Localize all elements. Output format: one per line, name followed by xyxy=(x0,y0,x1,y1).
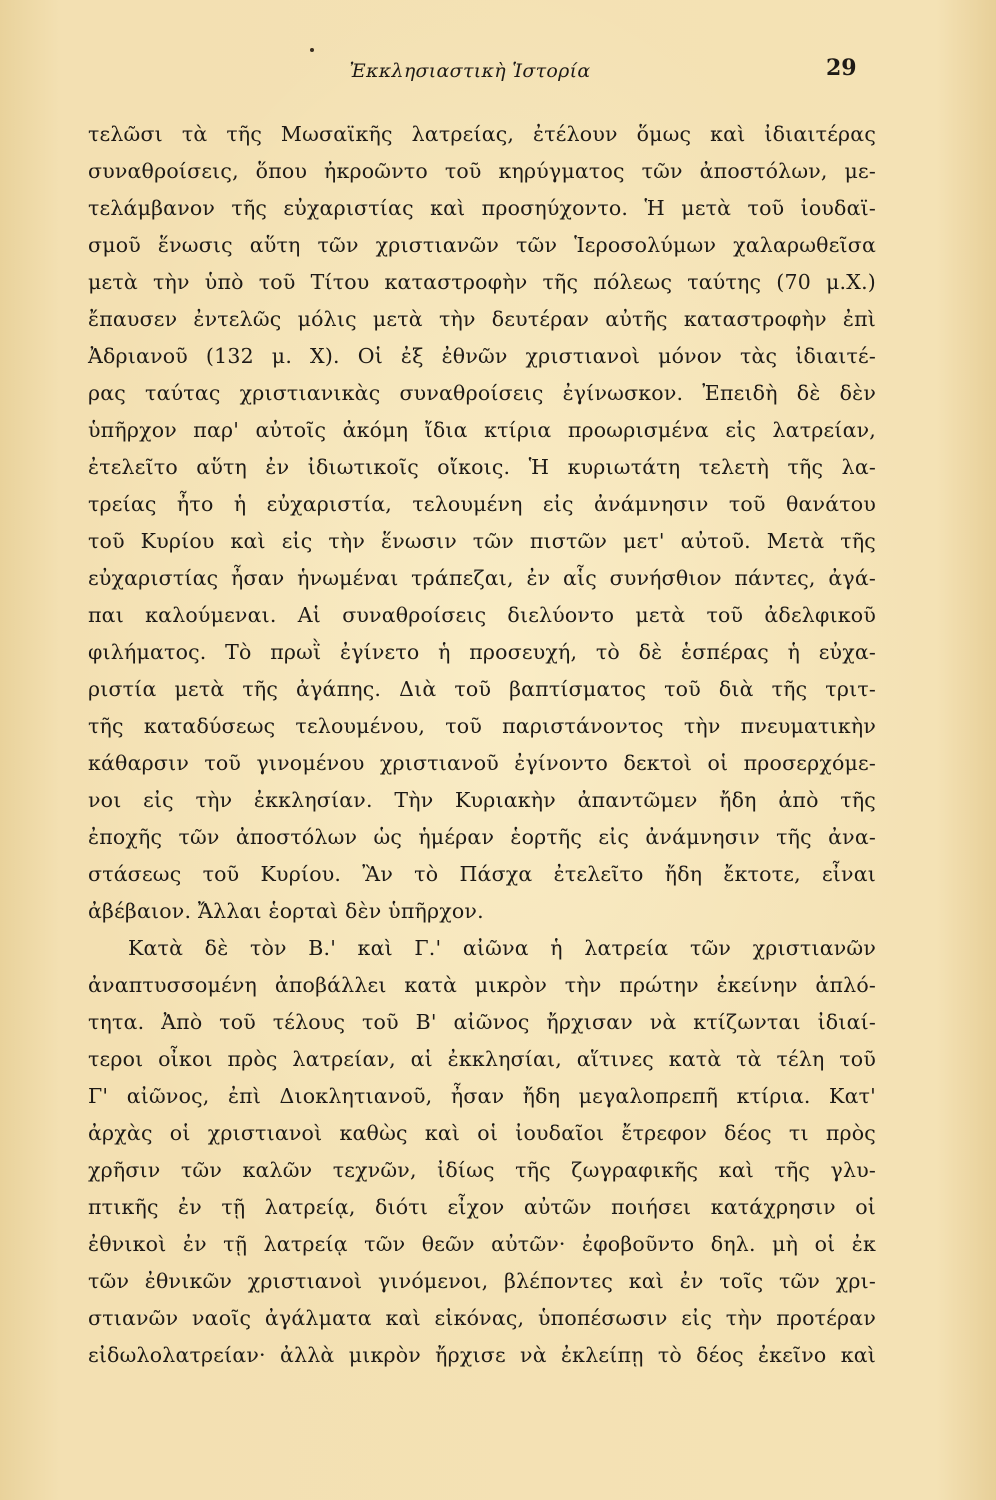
text-line: τρείας ἦτο ἡ εὐχαριστία, τελουμένη εἰς ἀνάμνησιν τοῦ θανάτου xyxy=(88,492,876,516)
page-number: 29 xyxy=(826,55,857,81)
text-line: νοι εἰς τὴν ἐκκλησίαν. Τὴν Κυριακὴν ἀπαντῶμεν ἤδη ἀπὸ τῆς xyxy=(88,788,876,812)
body-text xyxy=(88,116,876,1374)
text-line: ἐτελεῖτο αὕτη ἐν ἰδιωτικοῖς οἴκοις. Ἡ κυριωτάτη τελετὴ τῆς λα- xyxy=(88,455,876,479)
text-line: εὐχαριστίας ἦσαν ἡνωμέναι τράπεζαι, ἐν αἷς συνήσθιον πάντες, ἀγά- xyxy=(88,566,876,590)
text-line: Ἀδριανοῦ (132 μ. Χ). Οἱ ἐξ ἐθνῶν χριστιανοὶ μόνον τὰς ἰδιαιτέ- xyxy=(88,344,876,368)
text-line: τητα. Ἀπὸ τοῦ τέλους τοῦ Β' αἰῶνος ἤρχισαν νὰ κτίζωνται ἰδιαί- xyxy=(88,1010,876,1034)
text-line: ἔπαυσεν ἐντελῶς μόλις μετὰ τὴν δευτέραν αὐτῆς καταστροφὴν ἐπὶ xyxy=(88,307,876,331)
text-line: σμοῦ ἕνωσις αὕτη τῶν χριστιανῶν τῶν Ἱεροσολύμων χαλαρωθεῖσα xyxy=(88,233,876,257)
text-line: εἰδωλολατρείαν· ἀλλὰ μικρὸν ἤρχισε νὰ ἐκλείπῃ τὸ δέος ἐκεῖνο καὶ xyxy=(88,1343,876,1367)
text-line: τελάμβανον τῆς εὐχαριστίας καὶ προσηύχοντο. Ἡ μετὰ τοῦ ἰουδαϊ- xyxy=(88,196,876,220)
running-header-title: Ἐκκλησιαστικὴ Ἱστορία xyxy=(349,60,591,82)
paragraph-start-line: Κατὰ δὲ τὸν Β.' καὶ Γ.' αἰῶνα ἡ λατρεία τῶν χριστιανῶν xyxy=(128,936,876,960)
text-line: τοῦ Κυρίου καὶ εἰς τὴν ἕνωσιν τῶν πιστῶν μετ' αὐτοῦ. Μετὰ τῆς xyxy=(88,529,876,553)
text-line: τεροι οἶκοι πρὸς λατρείαν, αἱ ἐκκλησίαι, αἵτινες κατὰ τὰ τέλη τοῦ xyxy=(88,1047,876,1071)
text-line: ἐποχῆς τῶν ἀποστόλων ὡς ἡμέραν ἑορτῆς εἰς ἀνάμνησιν τῆς ἀνα- xyxy=(88,825,876,849)
text-line: Γ' αἰῶνος, ἐπὶ Διοκλητιανοῦ, ἦσαν ἤδη μεγαλοπρεπῆ κτίρια. Κατ' xyxy=(88,1084,876,1108)
text-line: χρῆσιν τῶν καλῶν τεχνῶν, ἰδίως τῆς ζωγραφικῆς καὶ τῆς γλυ- xyxy=(88,1158,876,1182)
text-line: στάσεως τοῦ Κυρίου. Ἂν τὸ Πάσχα ἐτελεῖτο ἤδη ἔκτοτε, εἶναι xyxy=(88,862,876,886)
text-line: τελῶσι τὰ τῆς Μωσαϊκῆς λατρείας, ἐτέλουν ὅμως καὶ ἰδιαιτέρας xyxy=(88,122,876,146)
text-line: παι καλούμεναι. Αἱ συναθροίσεις διελύοντο μετὰ τοῦ ἀδελφικοῦ xyxy=(88,603,876,627)
paragraph-end-line: ἀβέβαιον. Ἄλλαι ἑορταὶ δὲν ὑπῆρχον. xyxy=(88,899,484,923)
text-line: ἀρχὰς οἱ χριστιανοὶ καθὼς καὶ οἱ ἰουδαῖοι ἔτρεφον δέος τι πρὸς xyxy=(88,1121,876,1145)
text-line: ρας ταύτας χριστιανικὰς συναθροίσεις ἐγίνωσκον. Ἐπειδὴ δὲ δὲν xyxy=(88,381,876,405)
text-line: τῶν ἐθνικῶν χριστιανοὶ γινόμενοι, βλέποντες καὶ ἐν τοῖς τῶν χρι- xyxy=(88,1269,876,1293)
text-line: τῆς καταδύσεως τελουμένου, τοῦ παριστάνοντος τὴν πνευματικὴν xyxy=(88,714,876,738)
text-line: μετὰ τὴν ὑπὸ τοῦ Τίτου καταστροφὴν τῆς πόλεως ταύτης (70 μ.Χ.) xyxy=(88,270,876,294)
text-line: ἀναπτυσσομένη ἀποβάλλει κατὰ μικρὸν τὴν πρώτην ἐκείνην ἁπλό- xyxy=(88,973,876,997)
text-line: κάθαρσιν τοῦ γινομένου χριστιανοῦ ἐγίνοντο δεκτοὶ οἱ προσερχόμε- xyxy=(88,751,876,775)
text-line: φιλήματος. Τὸ πρωῒ ἐγίνετο ἡ προσευχή, τὸ δὲ ἑσπέρας ἡ εὐχα- xyxy=(88,640,876,664)
text-line: συναθροίσεις, ὅπου ἠκροῶντο τοῦ κηρύγματος τῶν ἀποστόλων, με- xyxy=(88,159,876,183)
text-line: πτικῆς ἐν τῇ λατρείᾳ, διότι εἶχον αὐτῶν ποιήσει κατάχρησιν οἱ xyxy=(88,1195,876,1219)
text-line: ἐθνικοὶ ἐν τῇ λατρείᾳ τῶν θεῶν αὐτῶν· ἐφοβοῦντο δηλ. μὴ οἱ ἐκ xyxy=(88,1232,876,1256)
text-line: ὑπῆρχον παρ' αὐτοῖς ἀκόμη ἴδια κτίρια προωρισμένα εἰς λατρείαν, xyxy=(88,418,876,442)
ink-speck xyxy=(310,48,314,52)
text-line: στιανῶν ναοῖς ἀγάλματα καὶ εἰκόνας, ὑποπέσωσιν εἰς τὴν προτέραν xyxy=(88,1306,876,1330)
text-line: ριστία μετὰ τῆς ἀγάπης. Διὰ τοῦ βαπτίσματος τοῦ διὰ τῆς τριτ- xyxy=(88,677,876,701)
